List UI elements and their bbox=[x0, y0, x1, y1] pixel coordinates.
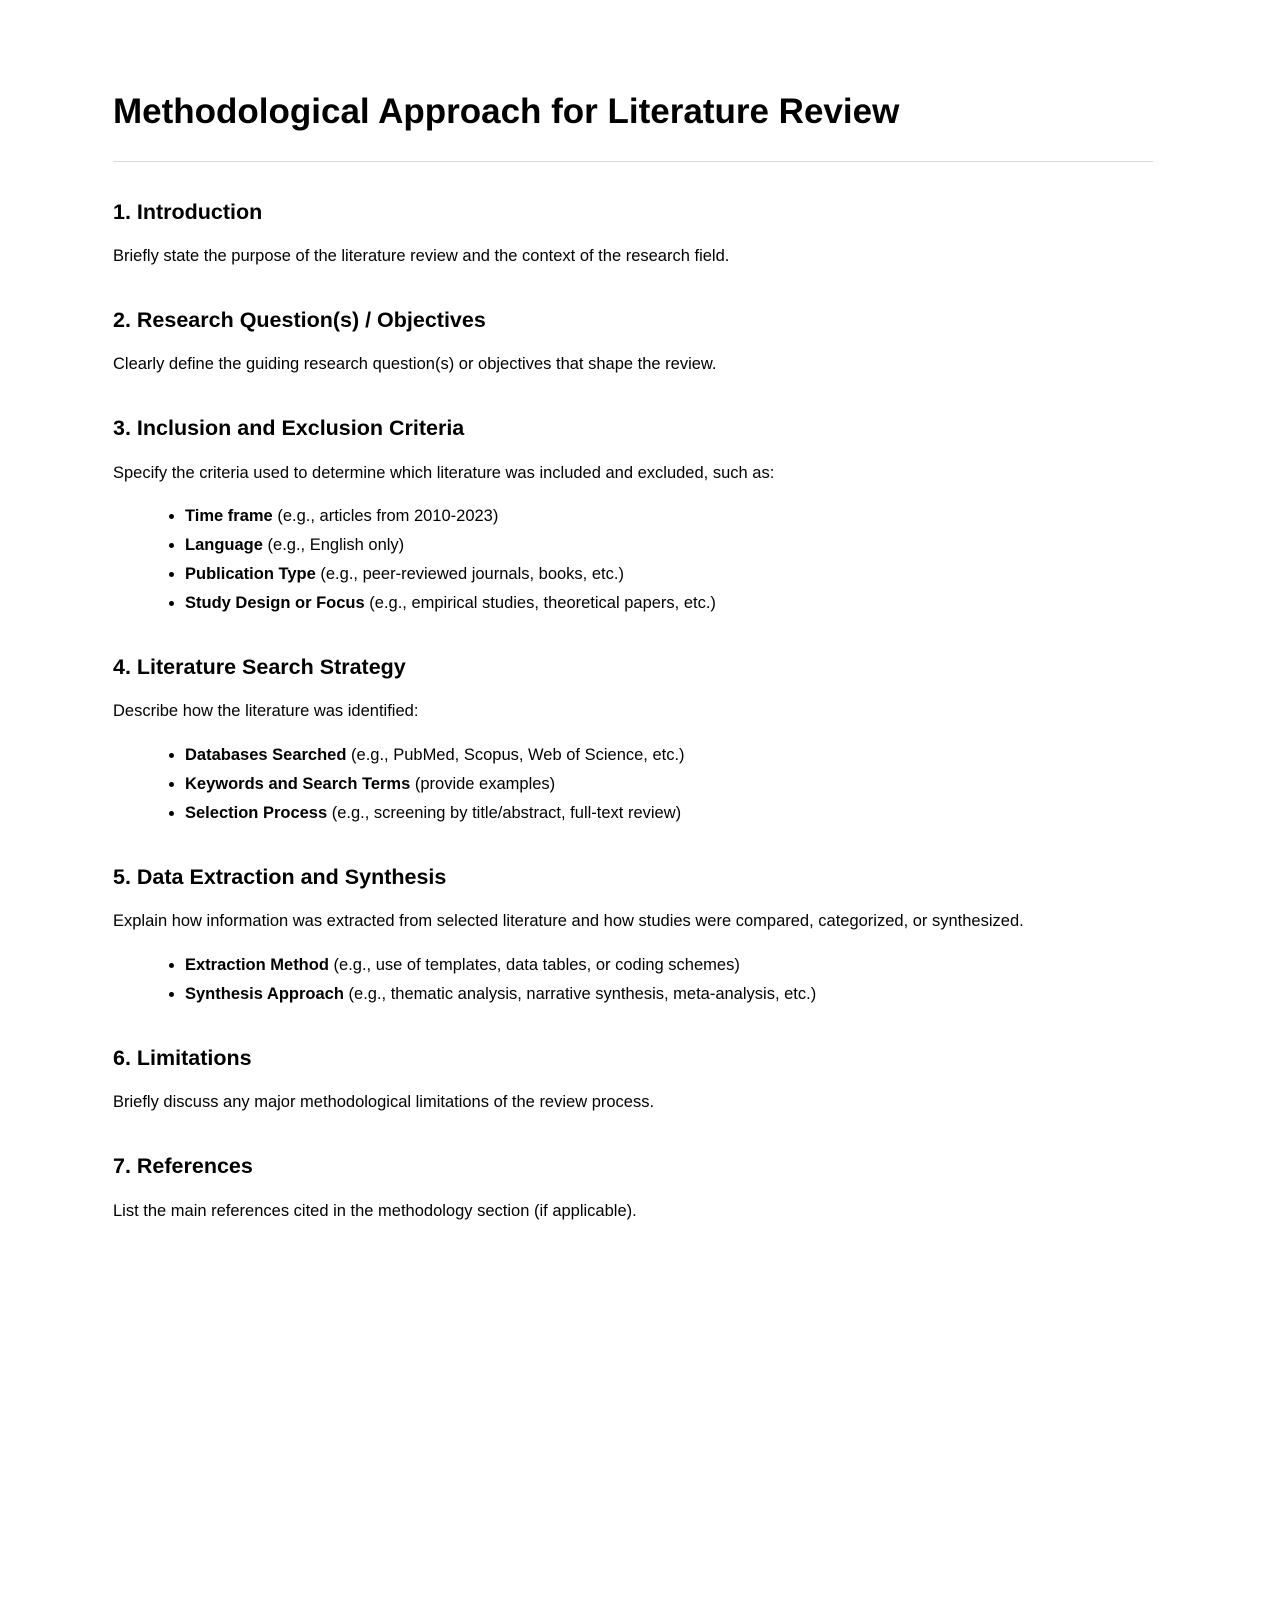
criteria-list bbox=[113, 506, 1113, 613]
list-item-desc: (provide examples) bbox=[410, 775, 556, 793]
section-text: Specify the criteria used to determine which literature was included and excluded, such as: bbox=[113, 464, 775, 482]
section-heading: 7. References bbox=[113, 1154, 253, 1178]
list-item-desc: (e.g., use of templates, data tables, or coding schemes) bbox=[328, 956, 740, 974]
section-text: List the main references cited in the methodology section (if applicable). bbox=[113, 1202, 637, 1220]
list-item-desc: (e.g., PubMed, Scopus, Web of Science, etc.) bbox=[346, 746, 685, 764]
list-item-term: Time frame bbox=[185, 507, 273, 525]
list-item bbox=[185, 774, 1113, 794]
section-heading: 2. Research Question(s) / Objectives bbox=[113, 308, 486, 332]
list-item-term: Language bbox=[185, 536, 263, 554]
section-text: Briefly discuss any major methodological limitations of the review process. bbox=[113, 1093, 655, 1111]
section-limitations bbox=[113, 1044, 1113, 1112]
list-item-desc: (e.g., screening by title/abstract, full-text review) bbox=[327, 804, 682, 822]
list-item-term: Synthesis Approach bbox=[185, 985, 344, 1003]
section-text: Explain how information was extracted from selected literature and how studies were compared, categorized, or synthesized. bbox=[113, 912, 1024, 930]
section-heading: 4. Literature Search Strategy bbox=[113, 655, 406, 679]
list-item bbox=[185, 955, 1113, 975]
list-item bbox=[185, 535, 1113, 555]
list-item-desc: (e.g., peer-reviewed journals, books, etc.) bbox=[315, 565, 624, 583]
list-item-desc: (e.g., thematic analysis, narrative synthesis, meta-analysis, etc.) bbox=[343, 985, 817, 1003]
extraction-list bbox=[113, 955, 1113, 1004]
section-heading: 1. Introduction bbox=[113, 200, 263, 224]
list-item-desc: (e.g., empirical studies, theoretical papers, etc.) bbox=[364, 594, 716, 612]
list-item bbox=[185, 745, 1113, 765]
search-strategy-list bbox=[113, 745, 1113, 823]
section-text: Clearly define the guiding research question(s) or objectives that shape the review. bbox=[113, 355, 717, 373]
section-research-questions bbox=[113, 306, 1113, 374]
list-item-term: Study Design or Focus bbox=[185, 594, 365, 612]
list-item-term: Extraction Method bbox=[185, 956, 329, 974]
list-item bbox=[185, 803, 1113, 823]
list-item-term: Databases Searched bbox=[185, 746, 347, 764]
list-item bbox=[185, 564, 1113, 584]
list-item-desc: (e.g., articles from 2010-2023) bbox=[272, 507, 499, 525]
list-item bbox=[185, 506, 1113, 526]
section-text: Briefly state the purpose of the literature review and the context of the research field. bbox=[113, 247, 730, 265]
document-title: Methodological Approach for Literature Review bbox=[113, 92, 900, 131]
list-item-term: Publication Type bbox=[185, 565, 316, 583]
section-search-strategy bbox=[113, 653, 1113, 823]
section-heading: 5. Data Extraction and Synthesis bbox=[113, 865, 447, 889]
section-inclusion-exclusion bbox=[113, 414, 1113, 613]
section-text: Describe how the literature was identified: bbox=[113, 702, 419, 720]
section-introduction bbox=[113, 198, 1113, 266]
title-divider bbox=[113, 161, 1153, 162]
section-heading: 3. Inclusion and Exclusion Criteria bbox=[113, 416, 465, 440]
list-item bbox=[185, 984, 1113, 1004]
list-item-term: Selection Process bbox=[185, 804, 328, 822]
list-item-desc: (e.g., English only) bbox=[262, 536, 405, 554]
list-item-term: Keywords and Search Terms bbox=[185, 775, 411, 793]
section-references bbox=[113, 1152, 1113, 1221]
section-data-extraction bbox=[113, 863, 1113, 1004]
list-item bbox=[185, 593, 1113, 613]
section-heading: 6. Limitations bbox=[113, 1046, 252, 1070]
